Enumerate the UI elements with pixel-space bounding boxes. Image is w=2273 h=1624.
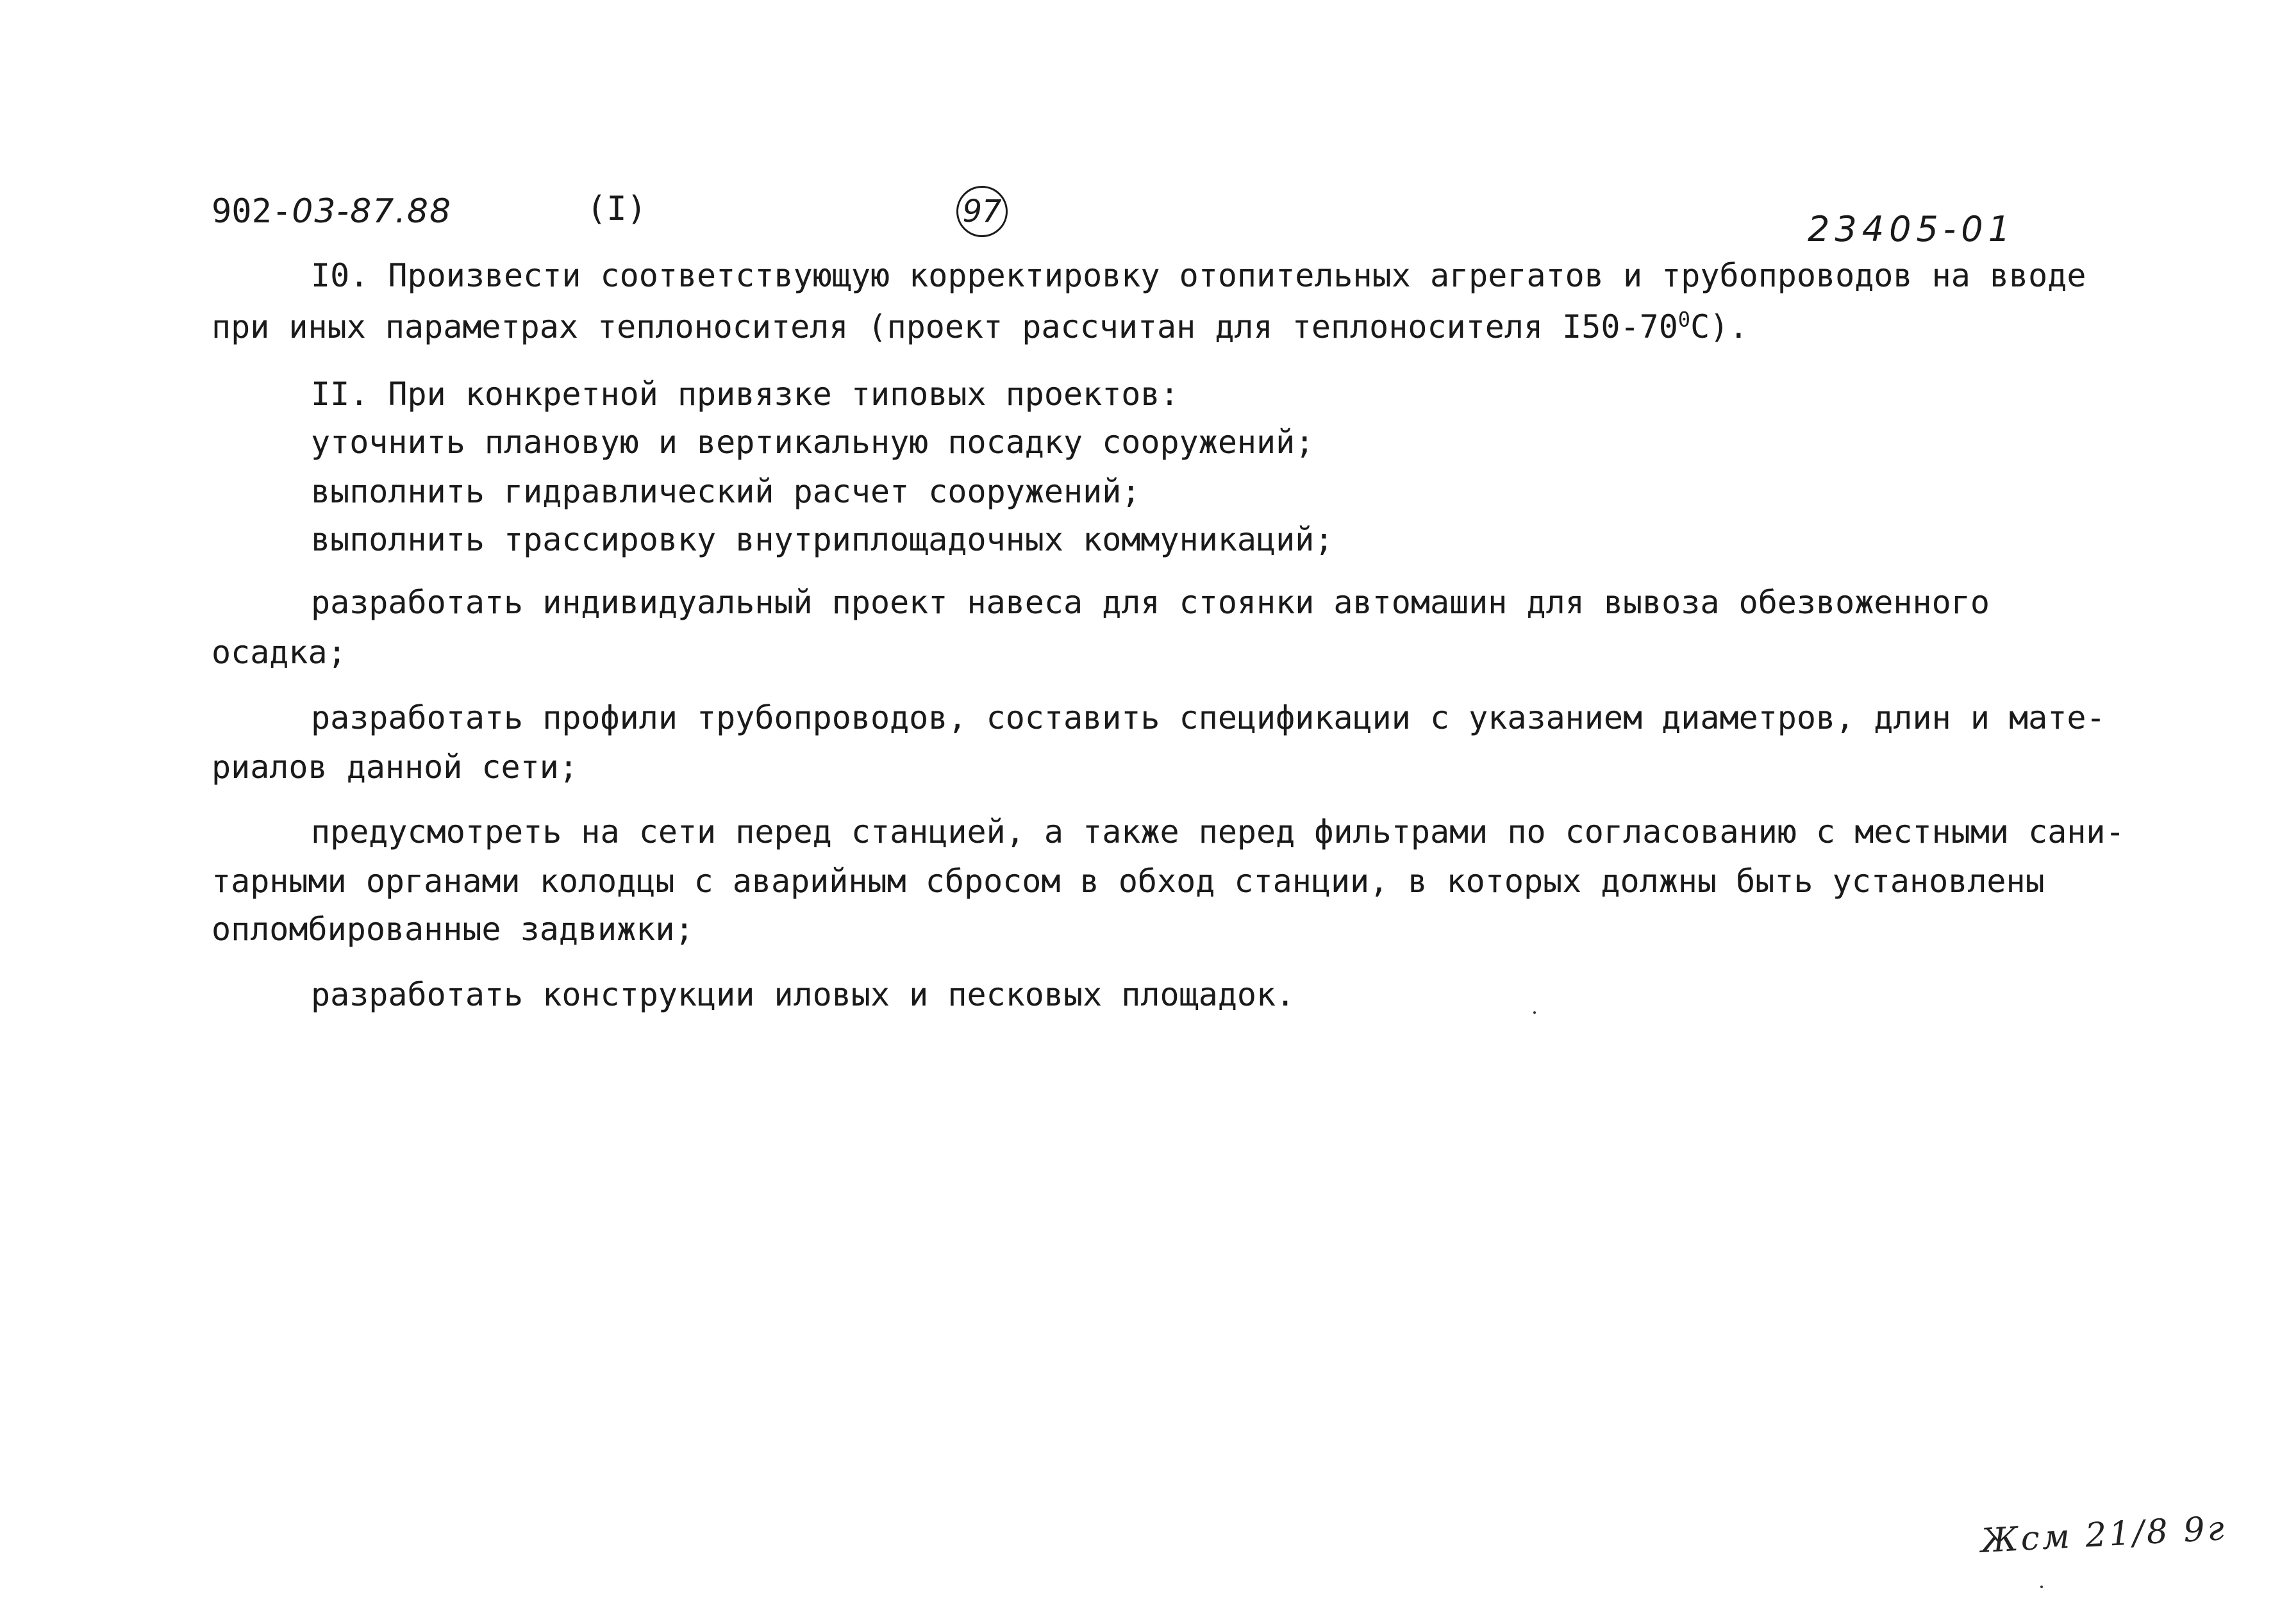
paragraph-11-line-1: II. При конкретной привязке типовых проектов: <box>311 376 1179 413</box>
paragraph-10-line-2: при иных параметрах теплоносителя (проект рассчитан для теплоносителя $I50-70^0C$). <box>212 307 1749 345</box>
stray-mark <box>1533 1011 1536 1014</box>
page-number: 97 <box>962 194 1002 229</box>
paragraph-11-line-2: уточнить плановую и вертикальную посадку сооружений; <box>311 424 1315 461</box>
paragraph-14-line-1: предусмотреть на сети перед станцией, а также перед фильтрами по согласованию с местными сани- <box>311 813 2125 850</box>
stray-mark <box>2040 1586 2043 1588</box>
paragraph-13-line-1: разработать профили трубопроводов, составить спецификации с указанием диаметров, длин и мате- <box>311 699 2106 736</box>
paragraph-13-line-2: риалов данной сети; <box>212 749 578 786</box>
part-number: (I) <box>587 190 647 228</box>
degree-superscript: 0 <box>1678 307 1691 332</box>
document-code <box>212 192 452 231</box>
page-number-circle <box>956 186 1008 237</box>
paragraph-10-line-1: I0. Произвести соответствующую корректировку отопительных агрегатов и трубопроводов на вводе <box>311 257 2086 294</box>
document-code-handwritten: 03-87.88 <box>292 192 453 231</box>
paragraph-11-line-3: выполнить гидравлический расчет сооружений; <box>311 473 1141 510</box>
document-code-prefix: 902- <box>212 192 292 231</box>
paragraph-12-line-1: разработать индивидуальный проект навеса для стоянки автомашин для вывоза обезвоженного <box>311 584 1990 621</box>
paragraph-15-line-1: разработать конструкции иловых и песковых площадок. <box>311 976 1295 1013</box>
paragraph-12-line-2: осадка; <box>212 634 347 671</box>
paragraph-14-line-3: опломбированные задвижки; <box>212 911 694 948</box>
handwritten-signature: Жсм 21/8 9г <box>1979 1509 2228 1561</box>
paragraph-11-line-4: выполнить трассировку внутриплощадочных коммуникаций; <box>311 521 1334 558</box>
paragraph-14-line-2: тарными органами колодцы с аварийным сбросом в обход станции, в которых должны быть установлены <box>212 863 2045 900</box>
inventory-number: 23405-01 <box>1808 209 2015 249</box>
